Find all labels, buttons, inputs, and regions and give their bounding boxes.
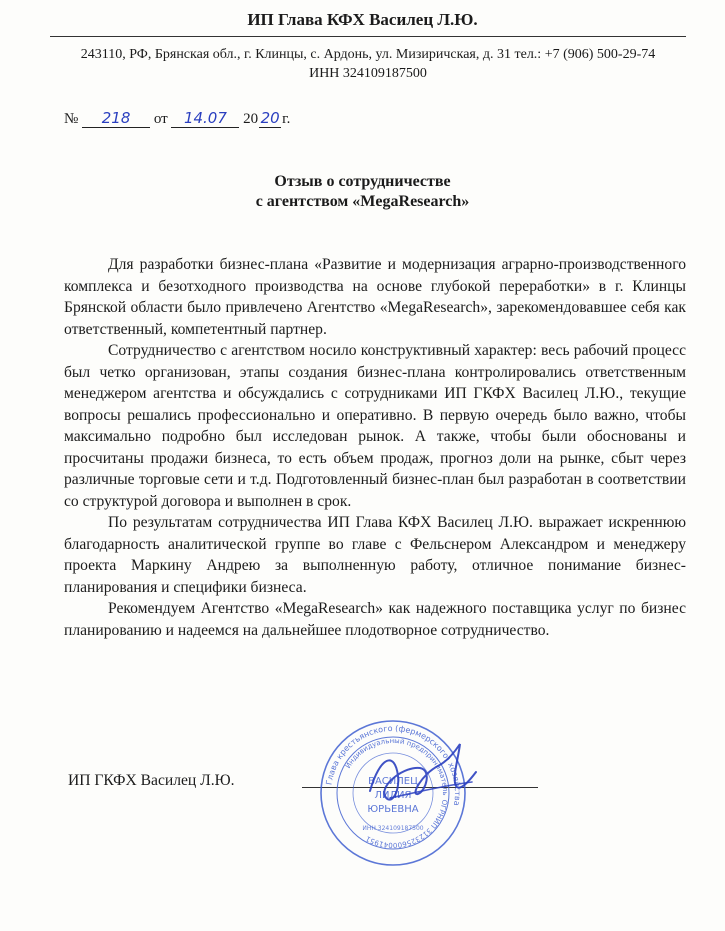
reference-year-field: 20 (260, 109, 280, 127)
seal-inner-text: Индивидуальный предприниматель (344, 736, 450, 796)
reference-year-prefix: 20 (243, 111, 259, 127)
reference-number-prefix: № (64, 111, 79, 127)
letter-paragraph: Рекомендуем Агентство «MegaResearch» как надежного поставщика услуг по бизнес планированию и надеемся на дальнейшее плодотворное сотрудничество. (64, 600, 686, 639)
letter-paragraph: Для разработки бизнес-плана «Развитие и модернизация аграрно-производственного комплекса и безотходного производства на основе глубокой переработки» в г. Клинцы Брянской области было привлечено Агентство «MegaResearch», зарекомендовавшее себя как ответственный, компетентный партнер. (64, 256, 686, 338)
seal-name-line-3: ЮРЬЕВНА (367, 804, 419, 815)
letter-title-line-2: с агентством «MegaResearch» (255, 193, 470, 210)
letterhead-divider (50, 36, 686, 37)
reference-date-prefix: от (153, 111, 168, 127)
reference-line (64, 110, 290, 128)
seal-name-line-2: ЛИЛИЯ (374, 790, 412, 801)
letter-title-line-1: Отзыв о сотрудничестве (274, 173, 451, 190)
reference-number-field: 218 (82, 110, 150, 128)
letterhead-title: ИП Глава КФХ Василец Л.Ю. (247, 10, 478, 29)
signatory-label: ИП ГКФХ Василец Л.Ю. (68, 772, 235, 789)
letterhead-address: 243110, РФ, Брянская обл., г. Клинцы, с. Ардонь, ул. Мизиричская, д. 31 тел.: +7 (906) 500-29-74 (80, 47, 656, 62)
seal-name-line-1: ВАСИЛЕЦ (368, 776, 418, 787)
seal-inn-text: ИНН 324109187500 (362, 825, 424, 832)
letter-body (64, 254, 686, 641)
seal-ogrnip-text: ОГРНИП 312325600041951 (364, 798, 449, 850)
letter-title (0, 172, 725, 212)
reference-year-suffix: г. (282, 111, 291, 127)
seal-outer-text: Глава крестьянского (фермерского) хозяйства (324, 723, 463, 807)
letter-paragraph: По результатам сотрудничества ИП Глава КФХ Василец Л.Ю. выражает искреннюю благодарность аналитической группе во главе с Фельснером Александром и менеджеру проекта Маркину Андрею за выполненную работу, отличное понимание бизнес-планирования и специфики бизнеса. (64, 514, 686, 596)
reference-date-field: 14.07 (171, 110, 239, 128)
handwritten-signature (360, 736, 480, 816)
letterhead-inn: ИНН 324109187500 (309, 66, 427, 81)
letter-paragraph: Сотрудничество с агентством носило конструктивный характер: весь рабочий процесс был четко организован, этапы создания бизнес-плана контролировались ответственным менеджером агентства и обсуждались с сотрудниками ИП ГКФХ Василец Л.Ю., текущие вопросы решались профессионально и оперативно. В первую очередь было важно, чтобы максимально подробно был исследован рынок. А также, чтобы были обоснованы и просчитаны продажи бизнеса, то есть объем продаж, прогноз доли на рынке, сбыт через различные торговые сети и т.д. Подготовленный бизнес-план был разработан в соответствии со структурой договора и выполнен в срок. (64, 342, 686, 510)
